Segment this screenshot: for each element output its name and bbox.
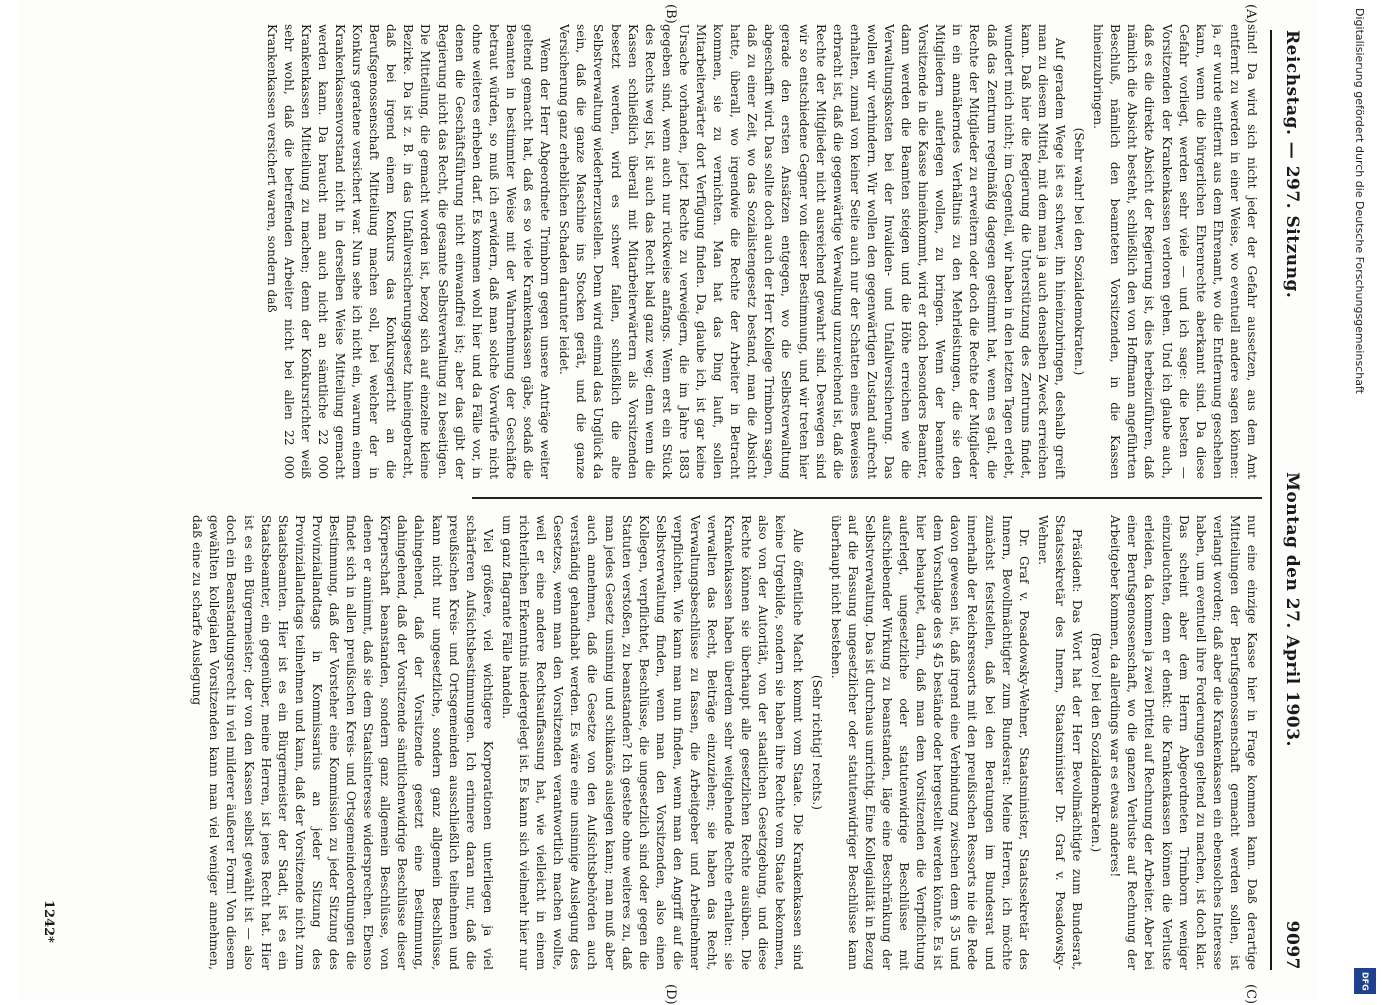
paragraph: sind! Da wird sich nicht jeder der Gefahr aussetzen, aus dem Amt entfernt zu werden in einer Weise, wo eventuell andere sagen können: ja, er wurde entfernt aus dem Ehrenamt, wo die Entfernung geschehen kann, wenn die bürgerlichen Ehrenrechte aberkannt sind. Da diese Gefahr vorliegt, werden sehr viele — und ich sage: die besten — Vorsitzenden der Krankenkassen verloren gehen. Und ich glaube auch, daß es die direkte Absicht der Regierung ist, dies herbeizuführen, daß nämlich die Absicht besteht, schließlich den von Hoffmann angeführten Beschluß, nämlich den beamteten Vorsitzenden, in die Kassen hineinzubringen. [1091,24,1259,479]
paragraph: Viel größere, viel wichtigere Korporationen unterliegen ja viel schärferen Aufsichtsbestimmungen. Ich erinnere daran nur, daß die preußischen Kreis- und Ortsgemeinden ausschließlich teilnehmen und kann nicht nur ungesetzliche, sondern ganz allgemein Beschlüsse, dahingehend, daß der Vorsitzende gesetzt eine Bestimmung, dahingehend, daß der Vorsitzende sämtlichenwidrige Beschlüsse dieser Körperschaft beanstanden, sondern ganz allgemein Beschlüsse, von denen er annimmt, daß sie dem Staatsinteresse widersprechen. Ebenso findet sich in allen preußischen Kreis- und Ortsgemeindeordnungen die Bestimmung, daß der Vorsteher eine Kommission zu jeder Sitzung des Provinziallandtags in Kommissarius an jeder Sitzung des Provinziallandtags teilnehmen und kann, daß der Vorsitzende nicht zum Staatsbeamten. Hier ist es ein Bürgermeister der Stadt, ist es ein Staatsbeamter, ein gegenüber, meine Herren, ist jenes Recht hat. Hier ist es ein Bürgermeister; der von den Kassen selbst gewählt ist — also doch ein Beanstandungsrecht in viel milderer äußerer Form! Von diesem gewählten kollegialen Vorsitzenden kann man viel weniger annehmen, daß eine zu scharfe Auslegung [190,515,495,970]
credit-text: Digitalisierung gefördert durch die Deutsche Forschungsgemeinschaft [1353,8,1367,394]
paragraph-interjection: (Bravo! bei den Sozialdemokraten.) [1089,632,1104,853]
header-left: Reichstag. — 297. Sitzung. [1282,30,1302,299]
margin-mark-b: (B) [663,4,678,24]
page-signature: 1242* [41,900,56,943]
paragraph: Wenn der Herr Abgeordnete Trimborn gegen unsere Anträge weiter geltend gemacht hat, daß es so viele Krankenkassen gäbe, sodaß die Beamten in bestimmter Weise mit der Wahrnehmung der Geschäfte betraut würden, so muß ich erwidern, daß man solche Vorwürfe nicht ohne weiteres erheben darf. Es kommen wohl hier und da Fälle vor, in denen die Geschäftsführung nicht einwandfrei ist; aber das gibt der Regierung nicht das Recht, die gesamte Selbstverwaltung zu beseitigen. Die Mitteilung, die gemacht worden ist, bezog sich auf einzelne kleine Bezirke. Da ist z. B. in das Unfallversicherungsgesetz hineingebracht, daß bei irgend einem Konkurs das Konkursgericht an die Berufsgenossenschaft Mitteilung machen soll, bei welcher der in Konkurs geratene versichert war. Nun sehe ich nicht ein, warum einem Krankenkassenvorstand nicht in derselben Weise Mitteilung gemacht werden kann. Da braucht man auch nicht an sämtliche 22 000 Krankenkassen Mitteilung zu machen; denn der Konkursrichter weiß sehr wohl, daß die betreffenden Arbeiter nicht bei allen 22 000 Krankenkassen versichert waren, sondern daß [264,24,553,479]
paragraph: Alle öffentliche Macht kommt vom Staate. Die Krankenkassen sind keine Urgebilde, sondern sie haben ihre Rechte vom Staate bekommen, also von der Autorität, von der staatlichen Gesetzgebung, und diese Rechte können sie überhaupt alle gesetzlichen Rechte ausüben. Die Krankenkassen haben überdem sehr weitgehende Rechte erhalten: sie verwalten das Recht, Beiträge einzuziehen; sie haben das Recht, Verwaltungsbeschlüsse zu fassen, die Arbeitgeber und Arbeitnehmer verpflichten. Wie kann man nun finden, wenn man den Angriff auf die Selbstverwaltung finden, wenn man den Vorsitzenden, also einen Kollegen, verpflichtet, Beschlüsse, die ungesetzlich sind oder gegen die Statuten verstoßen, zu beanstanden? Ich gestehe ohne weiteres zu, daß man jedes Gesetz unsinnig und schikanös auslegen kann; man muß aber auch annehmen, daß die Gesetze von den Aufsichtsbehörden auch verständig gehandhabt werden. Es wäre eine unsinnige Auslegung des Gesetzes, wenn man den Vorsitzenden verantwortlich machen wollte, weil er eine andere Rechtsauffassung hat, wie vielleicht in einem richterlichen Erkenntnis niedergelegt ist. Es kann sich vielmehr hier nur um ganz flagrante Fälle handeln. [499,515,805,970]
paragraph: Auf geradem Wege ist es schwer, ihn hineinzubringen, deshalb greift man zu diesem Mittel, mit dem man ja auch denselben Zweck erreichen kann. Daß hier die Regierung die Unterstützung des Zentrums findet, wundert mich nicht; im Gegenteil, wir haben in den letzten Tagen erlebt, daß das Zentrum regelmäßig dagegen gestimmt hat, wenn es galt, die Rechte der Mitglieder zu erweitern oder doch die Rechte der Mitglieder in ein annäherndes Verhältnis zu den Mehrleistungen, die sie den Mitgliedern auferlegen wollen, zu bringen. Wenn der beamtete Vorsitzende in die Kasse hineinkommt, wird er doch besonders Beamter, dann werden die Beamten steigen und die Höhe erreichen wie die Verwaltungskosten bei der Invaliden- und Unfallversicherung. Das wollen wir verhindern. Wir wollen den gegenwärtigen Zustand aufrecht erhalten, zumal von keiner Seite auch nur der Schatten eines Beweises erbracht ist, daß die gegenwärtige Verwaltung unzureichend ist, daß die Rechte der Mitglieder nicht ausreichend gewahrt sind. Deswegen sind wir so entschiedene Gegner von dieser Bestimmung, und wir treten hier gerade den ersten Ansätzen entgegen, wo die Selbstverwaltung abgeschafft wird. Das sollte doch auch der Herr Kollege Trimborn sagen, daß zu einer Zeit, wo das Sozialistengesetz bestand, man die Absicht hatte, überall, wo irgendwie die Rechte der Arbeiter in Betracht kommen, sie zu vernichten. Man hat das Ding lauft, sollen Mitarbeiterwärter dort Verfügung finden. Da, glaube ich, ist gar keine Ursache vorhanden, jetzt Rechte zu verweigern, die im Jahre 1883 gegeben sind, wenn auch nur rückweise anfangs. Wenn erst ein Stück des Rechts weg ist, ist auch das Recht bald ganz weg; denn wenn die Kassen schließlich überall mit Mitarbeiterwärtern als Vorsitzenden besetzt werden, wird es schwer fallen, schließlich die alte Selbstverwaltung wiederherzustellen. Denn wird einmal das Unglück da sein, daß die ganze Maschine ins Stocken gerät, und die ganze Versicherung ganz erheblichen Schaden darunter leidet. [557,24,1067,479]
paragraph-interjection: (Sehr richtig! rechts.) [809,674,824,811]
left-column [28,24,1260,479]
paragraph: nur eine einzige Kasse hier in Frage kommen kann. Daß derartige Mitteilungen der Berufsgenossenschaft gemacht werden sollen, ist verlangt worden; daß aber die Krankenkassen ein ebensolches Interesse haben, um eventuell ihre Forderungen geltend zu machen, ist doch klar. Das scheint aber dem Herrn Abgeordneten Trimborn weniger einzuleuchten, denn er denkt: die Krankenkassen können die Verluste erleiden, da kommen ja zwei Drittel auf Rechnung der Arbeiter. Aber bei einer Berufsgenossenschaft, wo die ganzen Verluste auf Rechnung der Arbeitgeber kommen, da allerdings war es etwas anderes! [1108,515,1259,970]
paragraph-president: Präsident: Das Wort hat der Herr Bevollmächtigte zum Bundesrat, Staatssekretär des Innern, Staatsminister Dr. Graf v. Posadowsky-Wehner. [1035,515,1085,970]
credit-strip [1340,0,1383,1000]
dfg-logo: DFG [1354,968,1376,994]
header-center: Montag den 27. April 1903. [1282,472,1302,747]
margin-mark-c: (C) [1243,984,1258,1005]
paragraph-speaker: Dr. Graf v. Posadowsky-Wehner, Staatsminister, Staatssekretär des Innern, Bevollmächtigter zum Bundesrat: Meine Herren, ich möchte zunächst feststellen, daß bei den Beratungen im Bundesrat und innerhalb der Reichsressorts mit den preußischen Ressorts nie die Rede davon gewesen ist, daß irgend eine Verbindung zwischen dem § 35 und dem Vorschlage des § 45 bestände oder hergestellt werden könnte. Es ist hier behauptet, darin, daß man dem Vorsitzenden die Verpflichtung auferlegt, ungesetzliche oder statutenwidrige Beschlüsse mit aufschiebender Wirkung zu beanstanden, läge eine Beschränkung der Selbstverwaltung. Das ist durchaus unrichtig. Eine Kollegialität in Bezug auf die Fassung ungesetzlicher oder statutenwidriger Beschlüsse kann überhaupt nicht bestehen. [828,515,1031,970]
paragraph-interjection: (Sehr wahr! bei den Sozialdemokraten.) [1072,127,1087,376]
header-page-number: 9097 [1282,920,1302,970]
column-divider [472,497,1262,499]
margin-mark-d: (D) [663,984,678,1005]
right-column [28,515,1260,970]
margin-mark-a: (A) [1243,4,1258,24]
page-header [1270,30,1312,970]
rotated-page [18,0,1318,1005]
